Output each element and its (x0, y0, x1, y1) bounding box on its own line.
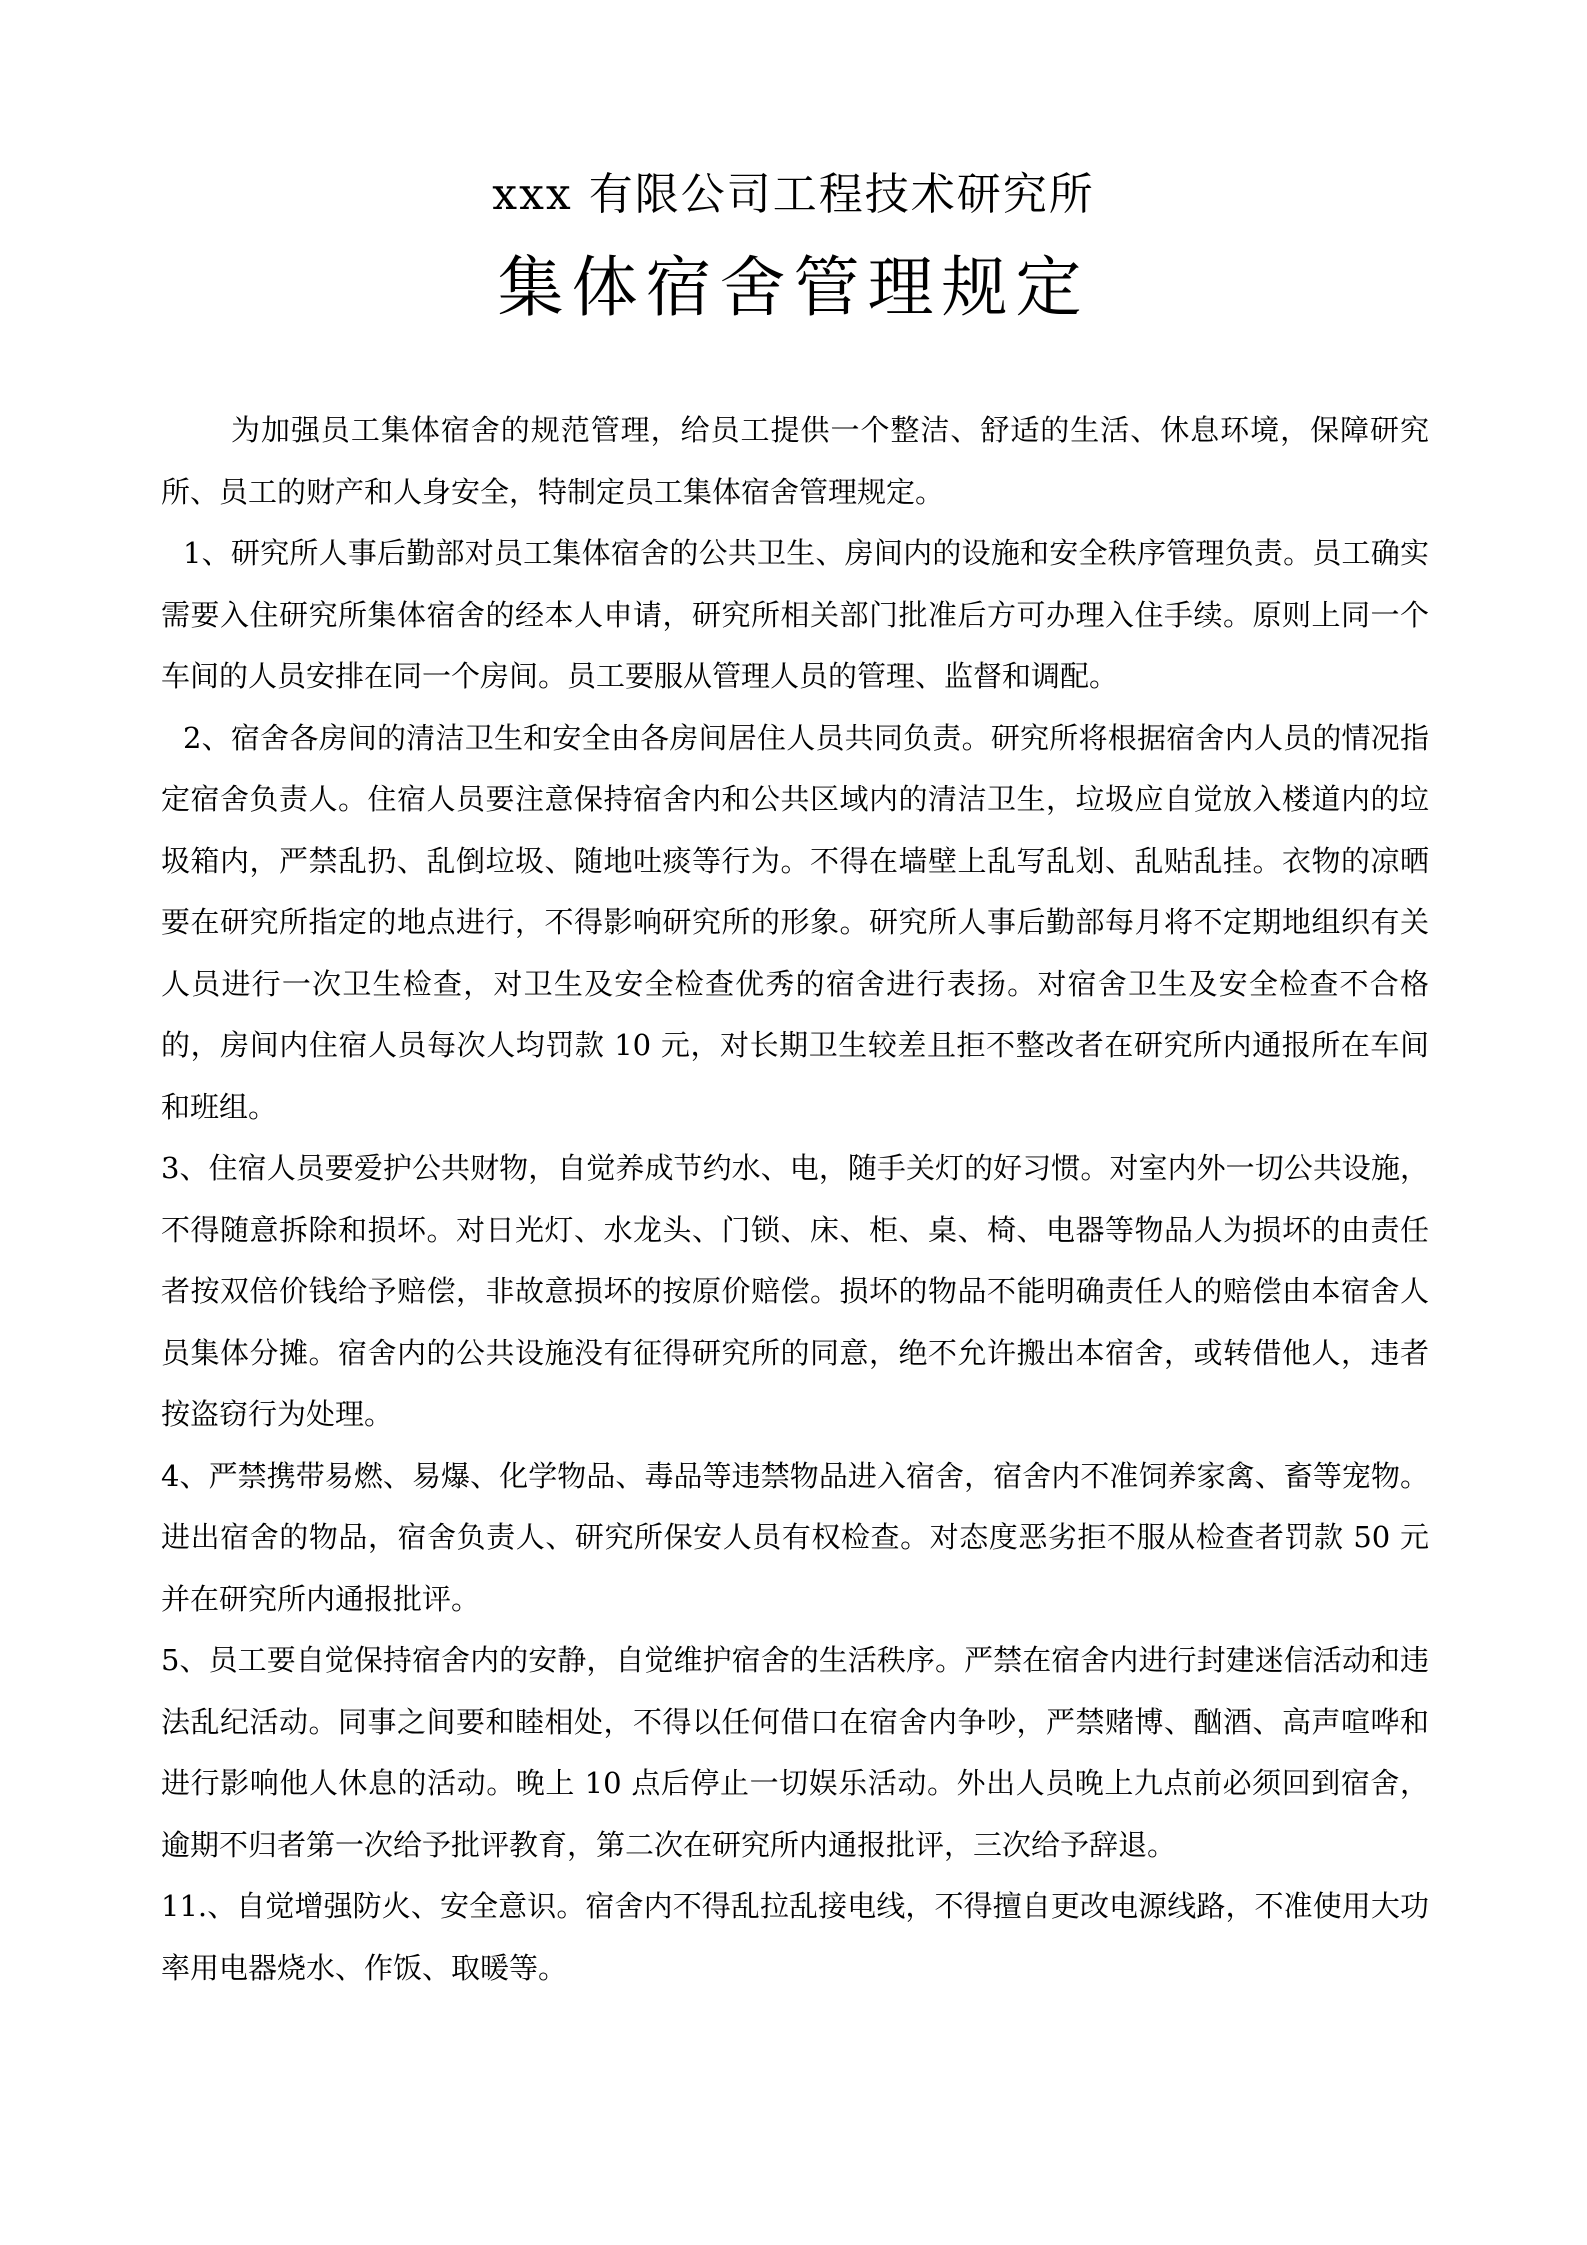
rule-item-3: 3、住宿人员要爱护公共财物，自觉养成节约水、电，随手关灯的好习惯。对室内外一切公共设施，不得随意拆除和损坏。对日光灯、水龙头、门锁、床、柜、桌、椅、电器等物品人为损坏的由责任者按双倍价钱给予赔偿，非故意损坏的按原价赔偿。损坏的物品不能明确责任人的赔偿由本宿舍人员集体分摊。宿舍内的公共设施没有征得研究所的同意，绝不允许搬出本宿舍，或转借他人，违者按盗窃行为处理。 (161, 1151, 1429, 1431)
rule-item-11: 11.、自觉增强防火、安全意识。宿舍内不得乱拉乱接电线，不得擅自更改电源线路，不准使用大功率用电器烧水、作饭、取暖等。 (161, 1889, 1429, 1985)
rule-item-1: 1、研究所人事后勤部对员工集体宿舍的公共卫生、房间内的设施和安全秩序管理负责。员工确实需要入住研究所集体宿舍的经本人申请，研究所相关部门批准后方可办理入住手续。原则上同一个车间的人员安排在同一个房间。员工要服从管理人员的管理、监督和调配。 (161, 536, 1429, 693)
rule-item-2: 2、宿舍各房间的清洁卫生和安全由各房间居住人员共同负责。研究所将根据宿舍内人员的情况指定宿舍负责人。住宿人员要注意保持宿舍内和公共区域内的清洁卫生，垃圾应自觉放入楼道内的垃圾箱内，严禁乱扔、乱倒垃圾、随地吐痰等行为。不得在墙壁上乱写乱划、乱贴乱挂。衣物的凉晒要在研究所指定的地点进行，不得影响研究所的形象。研究所人事后勤部每月将不定期地组织有关人员进行一次卫生检查，对卫生及安全检查优秀的宿舍进行表扬。对宿舍卫生及安全检查不合格的，房间内住宿人员每次人均罚款 10 元，对长期卫生较差且拒不整改者在研究所内通报所在车间和班组。 (161, 720, 1429, 1124)
document-body (161, 400, 1429, 1999)
intro-paragraph: 为加强员工集体宿舍的规范管理，给员工提供一个整洁、舒适的生活、休息环境，保障研究所、员工的财产和人身安全，特制定员工集体宿舍管理规定。 (161, 413, 1429, 509)
organization-title: xxx 有限公司工程技术研究所 (492, 169, 1095, 220)
rule-item-5: 5、员工要自觉保持宿舍内的安静，自觉维护宿舍的生活秩序。严禁在宿舍内进行封建迷信活动和违法乱纪活动。同事之间要和睦相处，不得以任何借口在宿舍内争吵，严禁赌博、酗酒、高声喧哗和进行影响他人休息的活动。晚上 10 点后停止一切娱乐活动。外出人员晚上九点前必须回到宿舍，逾期不归者第一次给予批评教育，第二次在研究所内通报批评，三次给予辞退。 (161, 1643, 1429, 1862)
rule-item-4: 4、严禁携带易燃、易爆、化学物品、毒品等违禁物品进入宿舍，宿舍内不准饲养家禽、畜等宠物。进出宿舍的物品，宿舍负责人、研究所保安人员有权检查。对态度恶劣拒不服从检查者罚款 50 元并在研究所内通报批评。 (161, 1458, 1429, 1616)
regulation-title: 集体宿舍管理规定 (497, 249, 1090, 326)
title-block (0, 160, 1587, 338)
